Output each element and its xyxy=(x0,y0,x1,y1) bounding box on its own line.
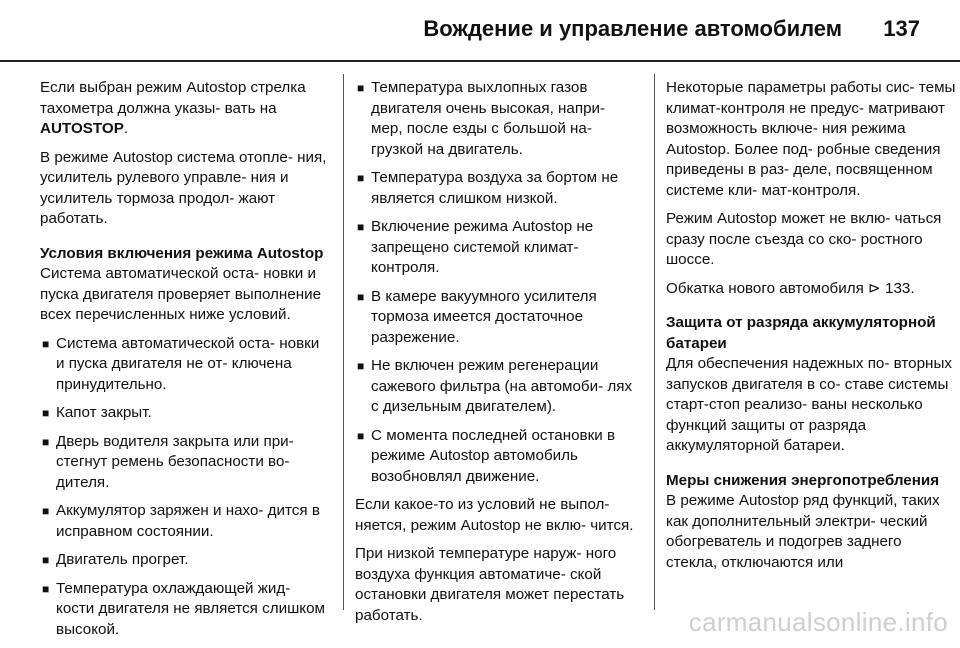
square-bullet-icon: ■ xyxy=(357,220,365,234)
list-item: ■ Температура охлаждающей жид- кости двигателя не является слишком высокой. xyxy=(42,579,325,638)
column-1 xyxy=(40,78,327,648)
paragraph: При низкой температуре наруж- ного воздуха функция автоматиче- ской остановки двигателя может перестать работать. xyxy=(355,545,625,624)
column-divider-1 xyxy=(343,74,344,610)
square-bullet-icon: ■ xyxy=(42,406,50,420)
list-item: ■ Капот закрыт. xyxy=(40,403,327,424)
paragraph: Режим Autostop может не вклю- чаться сразу после съезда со ско- ростного шоссе. xyxy=(666,210,942,268)
conditions-list xyxy=(40,334,327,641)
paragraph: Система автоматической оста- новки и пуска двигателя проверяет выполнение всех перечисленных ниже условий. xyxy=(40,265,322,323)
column-3 xyxy=(666,78,956,581)
chapter-title: Вождение и управление автомобилем xyxy=(423,16,842,41)
paragraph: Некоторые параметры работы сис- темы климат-контроля не предус- матривают возможность включе- ния режима Autostop. Более под- робные сведения приведены в раз- деле, посвященном системе кли- мат-контроля. xyxy=(666,79,956,199)
column-divider-2 xyxy=(654,74,655,610)
paragraph: Если выбран режим Autostop стрелка тахометра должна указы- вать на AUTOSTOP. xyxy=(40,79,306,137)
section-heading: Условия включения режима Autostop xyxy=(40,244,324,262)
square-bullet-icon: ■ xyxy=(357,359,365,373)
square-bullet-icon: ■ xyxy=(357,289,365,304)
square-bullet-icon: ■ xyxy=(42,581,50,596)
square-bullet-icon: ■ xyxy=(42,553,50,567)
list-item: ■ Дверь водителя закрыта или при- стегнут ремень безопасности во- дителя. xyxy=(42,432,294,491)
autostop-label: AUTOSTOP xyxy=(40,120,124,137)
paragraph: Обкатка нового автомобиля ⊳ 133. xyxy=(666,279,915,297)
list-item: ■ Температура выхлопных газов двигателя очень высокая, напри- мер, после езды с большой на- грузкой на двигатель. xyxy=(357,79,606,158)
page-header xyxy=(0,0,960,62)
page-reference-link[interactable]: 133. xyxy=(885,279,915,297)
list-item: ■ С момента последней остановки в режиме Autostop автомобиль возобновлял движение. xyxy=(357,426,616,485)
list-item: ■ Температура воздуха за бортом не является слишком низкой. xyxy=(357,169,619,207)
header-divider xyxy=(0,60,960,62)
square-bullet-icon: ■ xyxy=(42,504,50,518)
list-item: ■ Система автоматической оста- новки и пуска двигателя не от- ключена принудительно. xyxy=(42,334,320,393)
section-heading: Меры снижения энергопотребления xyxy=(666,471,940,489)
square-bullet-icon: ■ xyxy=(357,428,365,443)
list-item: ■ Аккумулятор заряжен и нахо- дится в исправном состоянии. xyxy=(42,502,320,540)
square-bullet-icon: ■ xyxy=(357,81,365,95)
paragraph: В режиме Autostop ряд функций, таких как дополнительный электри- ческий обогреватель и подогрев заднего стекла, отключаются или xyxy=(666,492,940,571)
list-item: ■ Включение режима Autostop не запрещено системой климат- контроля. xyxy=(357,218,594,276)
square-bullet-icon: ■ xyxy=(42,434,50,449)
conditions-list-continued xyxy=(355,78,637,487)
paragraph: Для обеспечения надежных по- вторных запусков двигателя в со- ставе системы старт-стоп реализо- ваны несколько функций защиты от разряда аккумуляторной батареи. xyxy=(666,355,952,454)
watermark: carmanualsonline.info xyxy=(688,607,948,637)
list-item: ■ Двигатель прогрет. xyxy=(40,550,327,571)
section-heading: Защита от разряда аккумуляторной батареи xyxy=(666,314,936,352)
list-item: ■ В камере вакуумного усилителя тормоза имеется достаточное разрежение. xyxy=(357,287,597,346)
column-2 xyxy=(355,78,637,634)
page-reference-arrow-icon: ⊳ xyxy=(868,279,881,297)
paragraph: Если какое-то из условий не выпол- няется, режим Autostop не вклю- чится. xyxy=(355,496,634,534)
page-number: 137 xyxy=(883,16,920,41)
paragraph: В режиме Autostop система отопле- ния, усилитель рулевого управле- ния и усилитель тормоза продол- жают работать. xyxy=(40,148,327,227)
square-bullet-icon: ■ xyxy=(357,171,365,185)
list-item: ■ Не включен режим регенерации сажевого фильтра (на автомоби- лях с дизельным двигателем). xyxy=(357,357,633,415)
square-bullet-icon: ■ xyxy=(42,336,50,351)
